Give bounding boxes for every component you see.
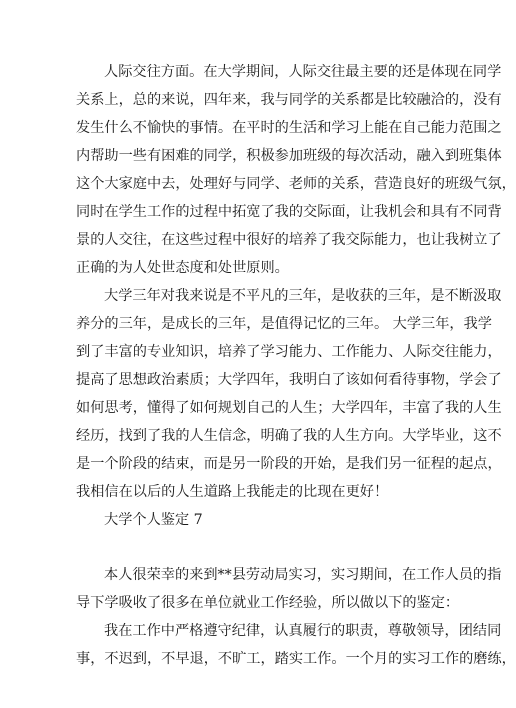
- paragraph-line: 我相信在以后的人生道路上我能走的比现在更好！: [76, 484, 389, 500]
- paragraph-line: 关系上，总的来说，四年来，我与同学的关系都是比较融洽的，没有: [76, 92, 502, 108]
- paragraph-line: 养分的三年，是成长的三年，是值得记忆的三年。 大学三年，我学: [76, 316, 492, 332]
- section-heading: 大学个人鉴定 7: [104, 512, 203, 528]
- paragraph-line: 同时在学生工作的过程中拓宽了我的交际面，让我机会和具有不同背: [76, 204, 502, 220]
- paragraph-line: 提高了思想政治素质；大学四年，我明白了该如何看待事物，学会了: [76, 372, 502, 388]
- paragraph-line: 我在工作中严格遵守纪律，认真履行的职责，尊敬领导，团结同: [104, 623, 502, 639]
- paragraph-line: 是一个阶段的结束，而是另一阶段的开始，是我们另一征程的起点，: [76, 456, 502, 472]
- paragraph-line: 内帮助一些有困难的同学，积极参加班级的每次活动，融入到班集体: [76, 148, 502, 164]
- paragraph-line: 大学三年对我来说是不平凡的三年，是收获的三年，是不断汲取: [104, 288, 502, 304]
- paragraph-line: 经历，找到了我的人生信念，明确了我的人生方向。大学毕业，这不: [76, 428, 502, 444]
- paragraph-line: 发生什么不愉快的事情。在平时的生活和学习上能在自己能力范围之: [76, 120, 502, 136]
- paragraph-line: 本人很荣幸的来到**县劳动局实习，实习期间，在工作人员的指: [104, 567, 502, 583]
- paragraph-line: 到了丰富的专业知识，培养了学习能力、工作能力、人际交往能力，: [76, 344, 502, 360]
- paragraph-line: 景的人交往，在这些过程中很好的培养了我交际能力，也让我树立了: [76, 232, 502, 248]
- paragraph-line: 事，不迟到，不早退，不旷工，踏实工作。一个月的实习工作的磨练，: [76, 651, 516, 667]
- paragraph-line: 如何思考，懂得了如何规划自己的人生；大学四年，丰富了我的人生: [76, 400, 502, 416]
- paragraph-line: 人际交往方面。在大学期间，人际交往最主要的还是体现在同学: [104, 64, 502, 80]
- paragraph-line: 这个大家庭中去，处理好与同学、老师的关系，营造良好的班级气氛，: [76, 176, 516, 192]
- paragraph-line: 正确的为人处世态度和处世原则。: [76, 260, 289, 276]
- paragraph-line: 导下学吸收了很多在单位就业工作经验，所以做以下的鉴定：: [76, 595, 460, 611]
